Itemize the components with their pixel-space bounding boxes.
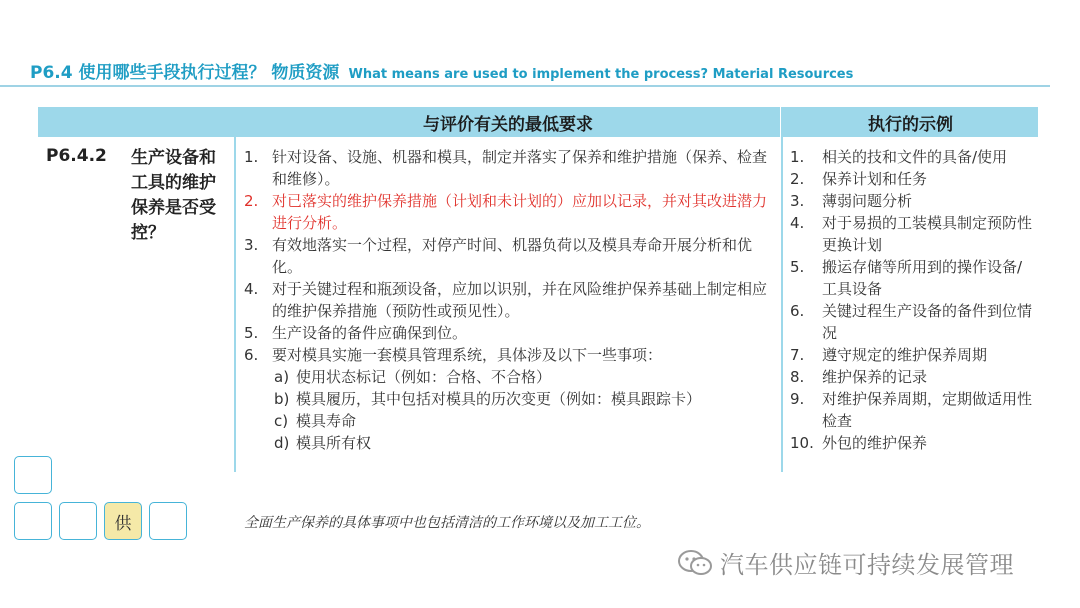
watermark-text: 汽车供应链可持续发展管理 — [720, 551, 1014, 579]
header-blank-cell — [38, 107, 234, 137]
sub-item-text: 模具所有权 — [296, 434, 372, 452]
title-divider — [0, 85, 1050, 87]
requirement-sub-item — [244, 432, 779, 454]
page-title-cn: P6.4 使用哪些手段执行过程？ 物质资源 — [30, 63, 340, 83]
requirement-number: 1. — [244, 148, 259, 166]
sub-item-letter: b) — [274, 390, 290, 408]
example-item — [790, 432, 1035, 454]
page-title-en: What means are used to implement the process? Material Resources — [348, 67, 854, 82]
nav-box[interactable] — [14, 502, 52, 540]
example-number: 5. — [790, 258, 805, 276]
example-text: 搬运存储等所用到的操作设备/工具设备 — [822, 258, 1023, 298]
wechat-icon — [676, 548, 714, 578]
sub-item-text: 模具寿命 — [296, 412, 357, 430]
requirement-number: 3. — [244, 236, 259, 254]
requirement-text: 生产设备的备件应确保到位。 — [272, 324, 468, 342]
footnote: 全面生产保养的具体事项中也包括清洁的工作环境以及加工工位。 — [244, 515, 650, 531]
requirement-item — [244, 234, 779, 278]
nav-box[interactable] — [149, 502, 187, 540]
sub-item-letter: c) — [274, 412, 289, 430]
requirement-text: 要对模具实施一套模具管理系统，具体涉及以下一些事项： — [272, 346, 663, 364]
column-divider — [234, 107, 236, 472]
example-item — [790, 212, 1035, 256]
requirement-item — [244, 322, 779, 344]
example-number: 10. — [790, 434, 814, 452]
column-divider — [781, 107, 783, 472]
requirement-sub-item — [244, 366, 779, 388]
sub-item-text: 使用状态标记（例如：合格、不合格） — [296, 368, 552, 386]
requirement-text: 对于关键过程和瓶颈设备，应加以识别，并在风险维护保养基础上制定相应的维护保养措施（预防性或预见性）。 — [272, 280, 768, 320]
example-number: 9. — [790, 390, 805, 408]
example-number: 4. — [790, 214, 805, 232]
example-item — [790, 168, 1035, 190]
requirement-item-highlighted — [244, 190, 779, 234]
requirement-text: 有效地落实一个过程，对停产时间、机器负荷以及模具寿命开展分析和优化。 — [272, 236, 753, 276]
example-number: 7. — [790, 346, 805, 364]
example-item — [790, 190, 1035, 212]
example-text: 薄弱问题分析 — [822, 192, 913, 210]
requirement-text: 对已落实的维护保养措施（计划和未计划的）应加以记录，并对其改进潜力进行分析。 — [272, 192, 768, 232]
requirement-item — [244, 344, 779, 366]
sub-item-letter: a) — [274, 368, 290, 386]
requirement-sub-item — [244, 410, 779, 432]
example-item — [790, 256, 1035, 300]
example-item — [790, 344, 1035, 366]
example-text: 对维护保养周期，定期做适用性检查 — [822, 390, 1033, 430]
example-text: 保养计划和任务 — [822, 170, 928, 188]
example-item — [790, 146, 1035, 168]
example-text: 对于易损的工装模具制定预防性更换计划 — [822, 214, 1033, 254]
header-examples: 执行的示例 — [783, 107, 1038, 137]
example-text: 关键过程生产设备的备件到位情况 — [822, 302, 1033, 342]
example-item — [790, 388, 1035, 432]
requirement-number: 4. — [244, 280, 259, 298]
example-text: 维护保养的记录 — [822, 368, 928, 386]
requirement-number: 5. — [244, 324, 259, 342]
watermark — [676, 545, 1014, 580]
header-requirements: 与评价有关的最低要求 — [236, 107, 780, 137]
nav-box[interactable] — [14, 456, 52, 494]
requirement-number: 2. — [244, 192, 259, 210]
nav-box[interactable] — [59, 502, 97, 540]
example-text: 相关的技和文件的具备/使用 — [822, 148, 1008, 166]
item-code: P6.4.2 — [46, 146, 107, 166]
requirement-text: 针对设备、设施、机器和模具，制定并落实了保养和维护措施（保养、检查和维修）。 — [272, 148, 768, 188]
examples-list — [790, 146, 1035, 454]
example-number: 3. — [790, 192, 805, 210]
example-number: 6. — [790, 302, 805, 320]
sub-item-text: 模具履历，其中包括对模具的历次变更（例如：模具跟踪卡） — [296, 390, 702, 408]
example-number: 8. — [790, 368, 805, 386]
example-text: 遵守规定的维护保养周期 — [822, 346, 988, 364]
example-number: 1. — [790, 148, 805, 166]
item-question: 生产设备和工具的维护保养是否受控？ — [131, 148, 216, 243]
example-text: 外包的维护保养 — [822, 434, 928, 452]
sub-item-letter: d) — [274, 434, 290, 452]
example-item — [790, 366, 1035, 388]
requirement-sub-item — [244, 388, 779, 410]
requirement-item — [244, 146, 779, 190]
requirement-item — [244, 278, 779, 322]
example-number: 2. — [790, 170, 805, 188]
page-title — [30, 58, 853, 83]
nav-box-supplier[interactable]: 供 — [104, 502, 142, 540]
requirement-number: 6. — [244, 346, 259, 364]
requirements-list — [244, 146, 779, 454]
example-item — [790, 300, 1035, 344]
